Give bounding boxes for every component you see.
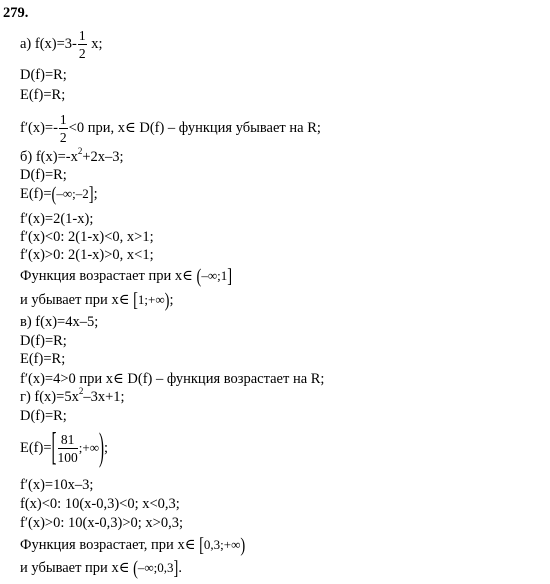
open-paren: ( bbox=[51, 183, 57, 206]
part-b-function-prefix: б) f(x)=-x bbox=[20, 149, 78, 165]
part-g-increasing-interval: 0,3;+∞ bbox=[203, 537, 241, 552]
open-paren: ( bbox=[196, 265, 202, 288]
fraction-numerator: 1 bbox=[59, 112, 67, 127]
fraction-numerator: 81 bbox=[58, 432, 78, 449]
part-b-decreasing-suffix: ; bbox=[169, 292, 174, 308]
part-b-range bbox=[20, 183, 98, 206]
part-a-function-prefix: а) f(x)=3- bbox=[20, 35, 77, 52]
part-a-derivative bbox=[20, 112, 321, 145]
close-bracket: ] bbox=[88, 183, 94, 206]
part-b-function bbox=[20, 146, 124, 165]
fraction-one-half bbox=[78, 28, 87, 61]
part-b-range-prefix: E(f)= bbox=[20, 186, 52, 202]
close-bracket: ] bbox=[227, 265, 233, 288]
part-b-increasing-interval: –∞;1 bbox=[201, 268, 228, 283]
part-v-derivative: f′(x)=4>0 при x∈ D(f) – функция возрастает на R; bbox=[20, 371, 325, 387]
part-g-increasing bbox=[20, 534, 246, 557]
part-g-domain: D(f)=R; bbox=[20, 408, 67, 424]
part-b-increasing bbox=[20, 265, 233, 288]
part-g-derivative-positive: f′(x)>0: 10(x-0,3)>0; x>0,3; bbox=[20, 515, 184, 531]
part-a-derivative-suffix: <0 при, x∈ D(f) – функция убывает на R; bbox=[68, 119, 321, 136]
part-g-decreasing bbox=[20, 557, 183, 580]
part-g-decreasing-prefix: и убывает при x∈ bbox=[20, 560, 130, 576]
open-paren: ( bbox=[133, 557, 138, 580]
part-b-domain: D(f)=R; bbox=[20, 167, 67, 183]
part-b-derivative-negative: f′(x)<0: 2(1-x)<0, x>1; bbox=[20, 229, 154, 245]
part-g-range-prefix: E(f)= bbox=[20, 439, 52, 456]
part-v-domain: D(f)=R; bbox=[20, 333, 67, 349]
part-g-derivative: f′(x)=10x–3; bbox=[20, 477, 94, 493]
part-g-decreasing-interval: –∞;0,3 bbox=[137, 560, 174, 575]
part-b-range-suffix: ; bbox=[93, 186, 98, 202]
fraction-denominator: 2 bbox=[78, 46, 86, 61]
part-g-decreasing-suffix: . bbox=[178, 560, 183, 576]
part-b-derivative: f′(x)=2(1-x); bbox=[20, 211, 94, 227]
part-b-range-interval: –∞;–2 bbox=[56, 186, 89, 201]
open-bracket: [ bbox=[199, 534, 204, 557]
part-g-function bbox=[20, 386, 125, 405]
part-b-derivative-positive: f′(x)>0: 2(1-x)>0, x<1; bbox=[20, 247, 154, 263]
part-a-derivative-prefix: f′(x)=- bbox=[20, 119, 58, 136]
fraction-denominator: 2 bbox=[59, 130, 67, 145]
exponent: 2 bbox=[77, 146, 83, 157]
part-v-range: E(f)=R; bbox=[20, 351, 66, 367]
part-a-function bbox=[20, 28, 103, 61]
part-b-function-suffix: +2x–3; bbox=[82, 149, 124, 165]
part-a-range: E(f)=R; bbox=[20, 87, 66, 103]
part-g-function-suffix: –3x+1; bbox=[83, 389, 125, 405]
open-bracket: [ bbox=[51, 427, 57, 470]
part-g-range-suffix: ; bbox=[104, 439, 109, 456]
close-paren: ) bbox=[99, 427, 104, 470]
close-bracket: ] bbox=[173, 557, 179, 580]
part-a-function-suffix: x; bbox=[91, 35, 103, 52]
part-b-decreasing bbox=[20, 289, 174, 312]
part-b-increasing-prefix: Функция возрастает при x∈ bbox=[20, 268, 193, 284]
part-g-range-rest: ;+∞ bbox=[78, 439, 99, 455]
fraction-one-half bbox=[59, 112, 68, 145]
problem-number: 279. bbox=[3, 5, 29, 21]
part-v-function: в) f(x)=4x–5; bbox=[20, 314, 99, 330]
open-bracket: [ bbox=[133, 289, 138, 312]
part-g-increasing-prefix: Функция возрастает, при x∈ bbox=[20, 537, 196, 553]
part-a-domain: D(f)=R; bbox=[20, 67, 67, 83]
part-b-decreasing-interval: 1;+∞ bbox=[137, 292, 165, 307]
close-paren: ) bbox=[164, 289, 170, 312]
part-g-range bbox=[20, 427, 109, 470]
fraction-81-100 bbox=[58, 432, 78, 465]
exponent: 2 bbox=[78, 386, 84, 397]
close-paren: ) bbox=[240, 534, 246, 557]
part-g-function-prefix: г) f(x)=5x bbox=[20, 389, 79, 405]
part-g-derivative-negative: f(x)<0: 10(x-0,3)<0; x<0,3; bbox=[20, 496, 180, 512]
part-b-decreasing-prefix: и убывает при x∈ bbox=[20, 292, 130, 308]
fraction-numerator: 1 bbox=[78, 28, 86, 43]
fraction-denominator: 100 bbox=[57, 450, 78, 465]
